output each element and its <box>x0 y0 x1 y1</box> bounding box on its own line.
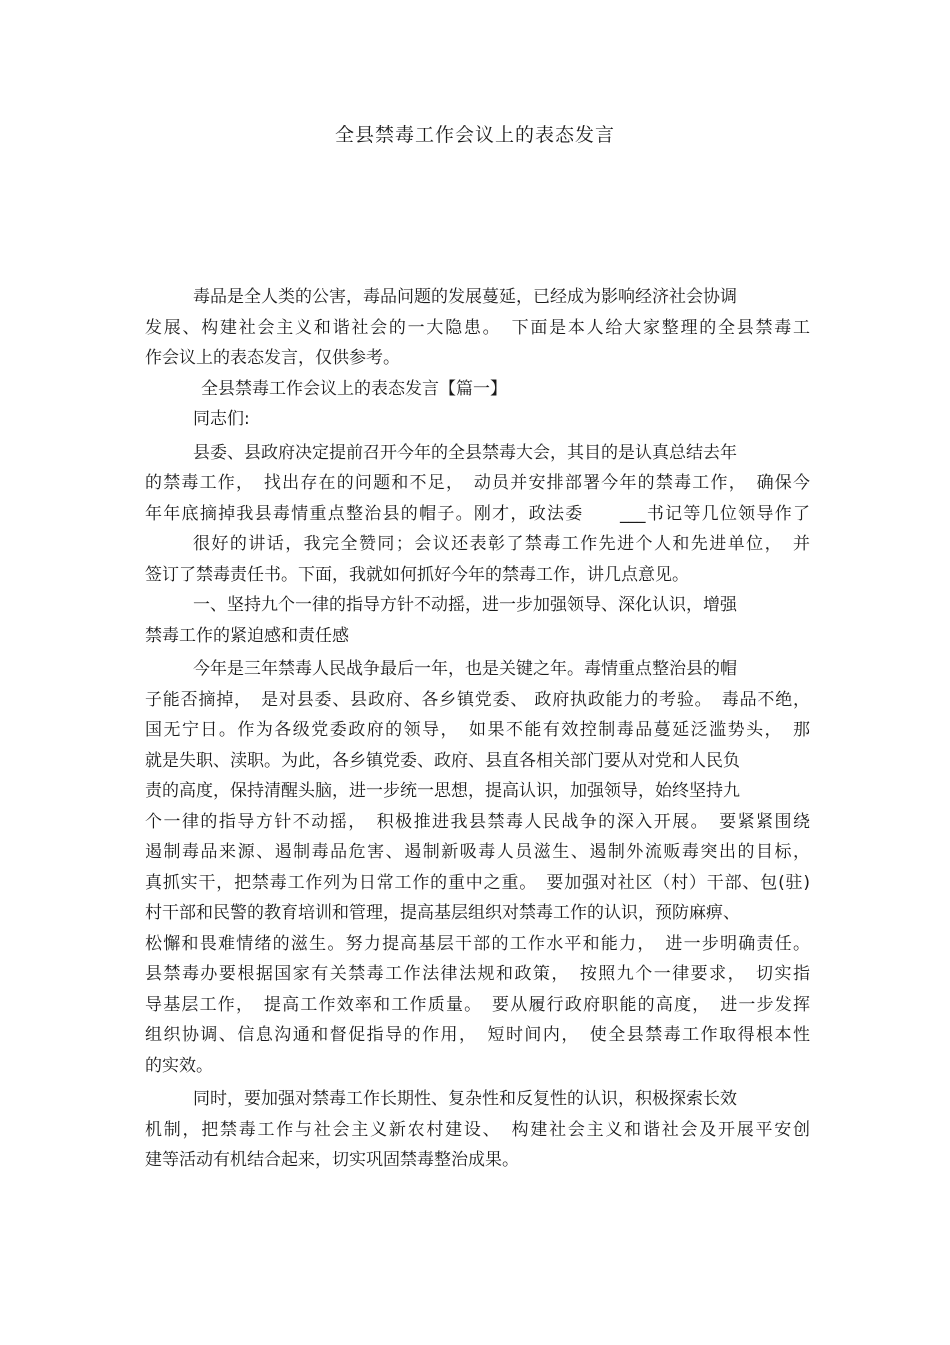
paragraph-line: 毒品是全人类的公害，毒品问题的发展蔓延，已经成为影响经济社会协调 <box>193 287 737 307</box>
paragraph-line: 发展、构建社会主义和谐社会的一大隐患。 下面是本人给大家整理的全县禁毒工 <box>145 317 810 338</box>
paragraph-line: 导基层工作， 提高工作效率和工作质量。 要从履行政府职能的高度， 进一步发挥 <box>145 994 810 1015</box>
paragraph-line: 县禁毒办要根据国家有关禁毒工作法律法规和政策， 按照九个一律要求， 切实指 <box>145 964 810 984</box>
salutation: 同志们: <box>193 409 250 429</box>
paragraph-line: 县委、县政府决定提前召开今年的全县禁毒大会，其目的是认真总结去年 <box>193 442 737 463</box>
paragraph-line: 真抓实干，把禁毒工作列为日常工作的重中之重。 要加强对社区（村）干部、包(驻) <box>145 872 810 893</box>
paragraph-line: 很好的讲话，我完全赞同；会议还表彰了禁毒工作先进个人和先进单位， 并 <box>193 534 810 554</box>
paragraph-line: 的禁毒工作， 找出存在的问题和不足， 动员并安排部署今年的禁毒工作， 确保今 <box>145 473 810 493</box>
paragraph-line: 村干部和民警的教育培训和管理，提高基层组织对禁毒工作的认识，预防麻痹、 <box>145 903 740 923</box>
paragraph-line: 个一律的指导方针不动摇， 积极推进我县禁毒人民战争的深入开展。 要紧紧围绕 <box>145 811 810 832</box>
paragraph-line: 遏制毒品来源、遏制毒品危害、遏制新吸毒人员滋生、遏制外流贩毒突出的目标， <box>145 842 810 862</box>
paragraph-line: 签订了禁毒责任书。下面，我就如何抓好今年的禁毒工作，讲几点意见。 <box>145 564 689 585</box>
paragraph-line: 就是失职、渎职。为此，各乡镇党委、政府、县直各相关部门要从对党和人民负 <box>145 750 740 771</box>
section-heading-line: 禁毒工作的紧迫感和责任感 <box>145 625 349 646</box>
paragraph-line: 建等活动有机结合起来，切实巩固禁毒整治成果。 <box>145 1150 519 1170</box>
paragraph-line: 作会议上的表态发言，仅供参考。 <box>145 348 400 368</box>
paragraph-line: 年年底摘掉我县毒情重点整治县的帽子。刚才，政法委 ___书记等几位领导作了 <box>145 503 810 524</box>
paragraph-line: 今年是三年禁毒人民战争最后一年，也是关键之年。毒情重点整治县的帽 <box>193 659 737 679</box>
paragraph-line: 子能否摘掉， 是对县委、县政府、各乡镇党委、 政府执政能力的考验。 毒品不绝， <box>145 689 810 710</box>
paragraph-line: 松懈和畏难情绪的滋生。努力提高基层干部的工作水平和能力， 进一步明确责任。 <box>145 933 810 954</box>
document-title: 全县禁毒工作会议上的表态发言 <box>334 124 615 146</box>
paragraph-line: 国无宁日。作为各级党委政府的领导， 如果不能有效控制毒品蔓延泛滥势头， 那 <box>145 720 810 740</box>
paragraph-line: 机制，把禁毒工作与社会主义新农村建设、 构建社会主义和谐社会及开展平安创 <box>145 1119 810 1140</box>
section-heading-line: 一、坚持九个一律的指导方针不动摇，进一步加强领导、深化认识，增强 <box>193 595 737 615</box>
paragraph-line: 同时，要加强对禁毒工作长期性、复杂性和反复性的认识，积极探索长效 <box>193 1089 737 1109</box>
paragraph-line: 的实效。 <box>145 1055 213 1076</box>
section-heading: 全县禁毒工作会议上的表态发言【篇一】 <box>201 378 507 399</box>
paragraph-line: 责的高度，保持清醒头脑，进一步统一思想，提高认识，加强领导，始终坚持九 <box>145 781 740 801</box>
paragraph-line: 组织协调、信息沟通和督促指导的作用， 短时间内， 使全县禁毒工作取得根本性 <box>145 1025 810 1045</box>
document-body <box>145 282 810 1176</box>
